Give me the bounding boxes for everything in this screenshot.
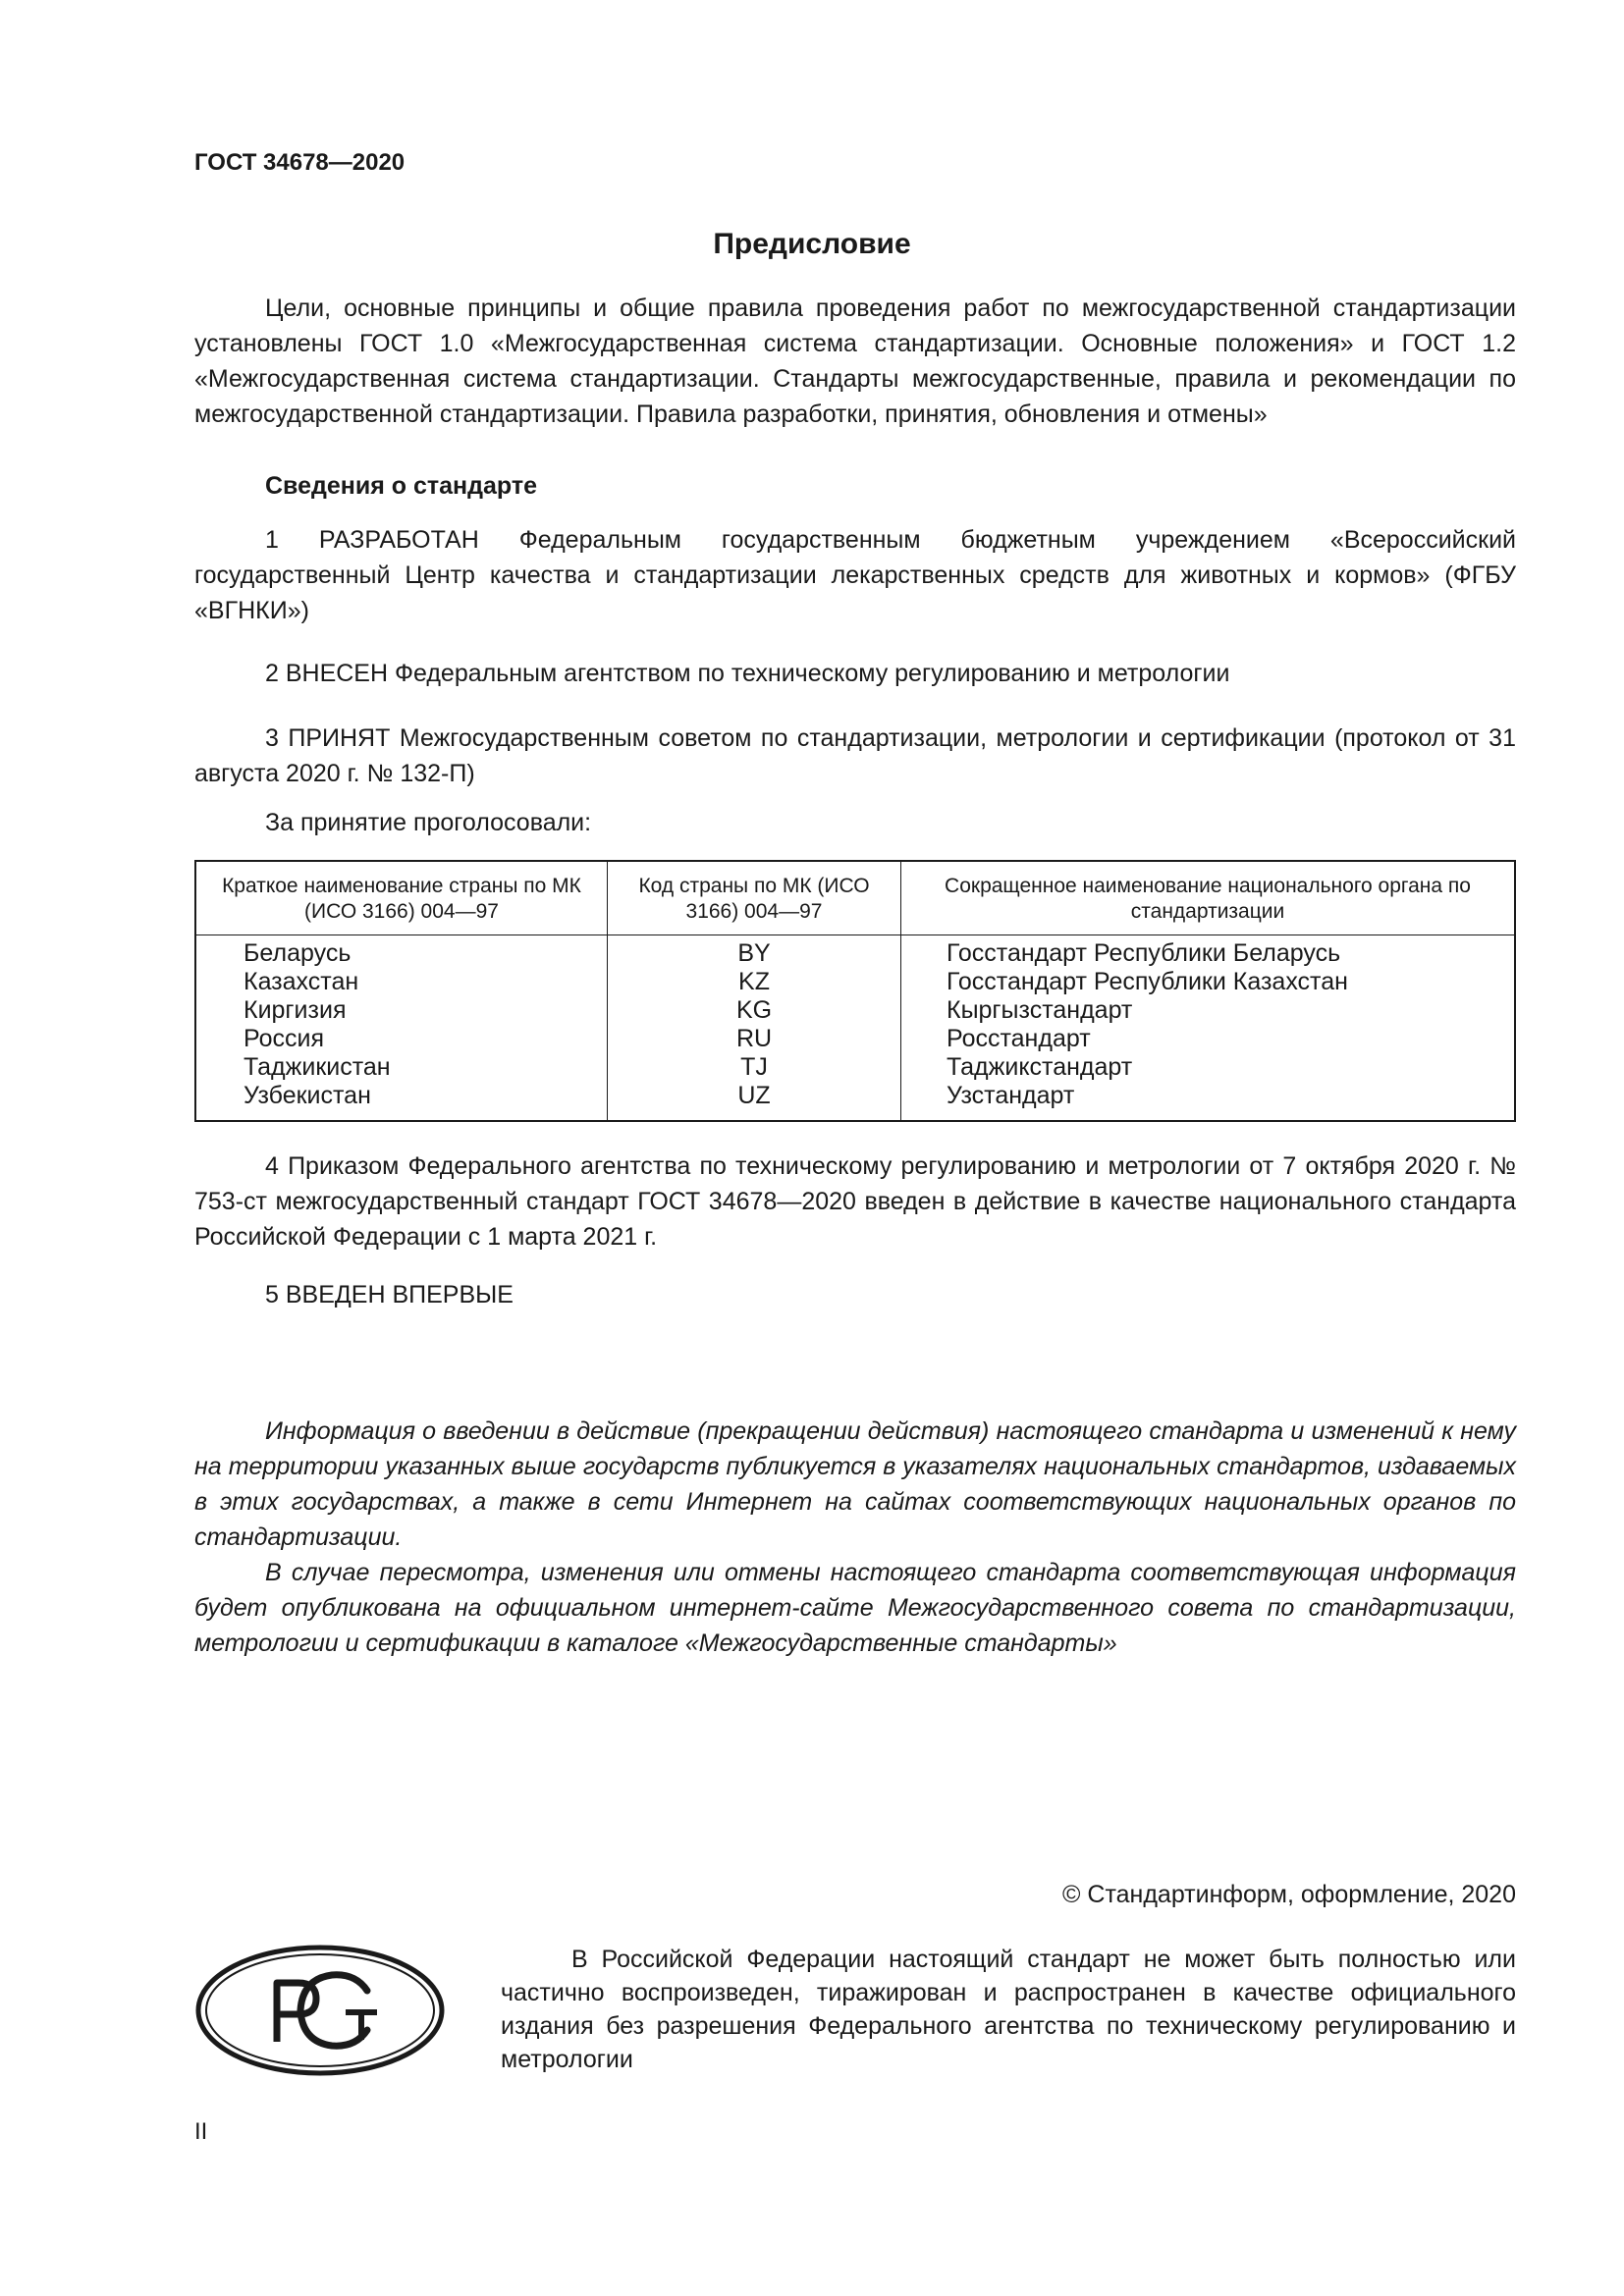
vote-table xyxy=(194,860,1516,1122)
item-introduced-text: 2 ВНЕСЕН Федеральным агентством по техническому регулированию и метрологии xyxy=(265,660,1230,687)
item-developed xyxy=(194,522,1516,628)
item-adopted-text: 3 ПРИНЯТ Межгосударственным советом по стандартизации, метрологии и сертификации (протокол от 31 августа 2020 г. № 132-П) xyxy=(194,724,1516,787)
rst-logo-icon xyxy=(194,1944,446,2077)
header-country: Краткое наименование страны по МК (ИСО 3166) 004—97 xyxy=(195,861,608,935)
code-cell: BY xyxy=(737,939,771,967)
vote-table-header xyxy=(195,861,1515,935)
copyright: © Стандартинформ, оформление, 2020 xyxy=(1062,1881,1516,1908)
code-cell: UZ xyxy=(737,1082,771,1109)
header-body: Сокращенное наименование национального органа по стандартизации xyxy=(901,861,1516,935)
page-number: II xyxy=(194,2118,208,2145)
country-cell: Киргизия xyxy=(244,996,347,1024)
info-note: Информация о введении в действие (прекращении действия) настоящего стандарта и изменений к нему на территории указанных выше государств публикуется в указателях национальных стандартов, издаваемых в этих государствах, а также в сети Интернет на сайтах соответствующих национальных органов по стандартизации. xyxy=(194,1417,1516,1551)
body-cell: Госстандарт Республики Беларусь xyxy=(947,939,1341,967)
vote-label: За принятие проголосовали: xyxy=(265,809,592,836)
country-cell: Казахстан xyxy=(244,968,359,995)
code-cell: TJ xyxy=(740,1053,768,1081)
country-cell: Беларусь xyxy=(244,939,352,967)
item-developed-text: 1 РАЗРАБОТАН Федеральным государственным бюджетным учреждением «Всероссийский государственный Центр качества и стандартизации лекарственных средств для животных и кормов» (ФГБУ «ВГНКИ») xyxy=(194,526,1516,624)
item-first: 5 ВВЕДЕН ВПЕРВЫЕ xyxy=(265,1281,514,1308)
item-enacted xyxy=(194,1148,1516,1255)
country-cell: Узбекистан xyxy=(244,1082,371,1109)
body-cell: Росстандарт xyxy=(947,1025,1091,1052)
code-column xyxy=(608,935,901,1122)
info-note: В случае пересмотра, изменения или отмены настоящего стандарта соответствующая информация будет опубликована на официальном интернет-сайте Межгосударственного совета по стандартизации, метрологии и сертификации в каталоге «Межгосударственные стандарты» xyxy=(194,1559,1516,1657)
body-cell: Кыргызстандарт xyxy=(947,996,1133,1024)
body-cell: Таджикстандарт xyxy=(947,1053,1133,1081)
country-cell: Россия xyxy=(244,1025,324,1052)
info-notes xyxy=(194,1414,1516,1661)
reproduction-notice xyxy=(501,1943,1516,2076)
reproduction-notice-text: В Российской Федерации настоящий стандарт не может быть полностью или частично воспроизведен, тиражирован и распространен в качестве официального издания без разрешения Федерального агентства по техническому регулированию и метрологии xyxy=(501,1946,1516,2073)
body-cell: Госстандарт Республики Казахстан xyxy=(947,968,1348,995)
intro-text: Цели, основные принципы и общие правила проведения работ по межгосударственной стандартизации установлены ГОСТ 1.0 «Межгосударственная система стандартизации. Основные положения» и ГОСТ 1.2 «Межгосударственная система стандартизации. Стандарты межгосударственные, правила и рекомендации по межгосударственной стандартизации. Правила разработки, принятия, обновления и отмены» xyxy=(194,294,1516,428)
document-code: ГОСТ 34678—2020 xyxy=(194,149,406,176)
code-cell: KZ xyxy=(738,968,770,995)
body-column xyxy=(901,935,1516,1122)
item-adopted xyxy=(194,721,1516,791)
header-code: Код страны по МК (ИСО 3166) 004—97 xyxy=(608,861,901,935)
code-cell: RU xyxy=(735,1025,773,1052)
page-title: Предисловие xyxy=(713,228,911,260)
intro-paragraph xyxy=(194,291,1516,432)
info-heading: Сведения о стандарте xyxy=(265,472,538,500)
body-cell: Узстандарт xyxy=(947,1082,1075,1109)
vote-table-body xyxy=(195,935,1515,1122)
country-cell: Таджикистан xyxy=(244,1053,391,1081)
item-enacted-text: 4 Приказом Федерального агентства по техническому регулированию и метрологии от 7 октября 2020 г. № 753-ст межгосударственный стандарт ГОСТ 34678—2020 введен в действие в качестве национального стандарта Российской Федерации с 1 марта 2021 г. xyxy=(194,1152,1516,1251)
code-cell: KG xyxy=(735,996,773,1024)
country-column xyxy=(195,935,608,1122)
item-introduced xyxy=(194,656,1516,691)
